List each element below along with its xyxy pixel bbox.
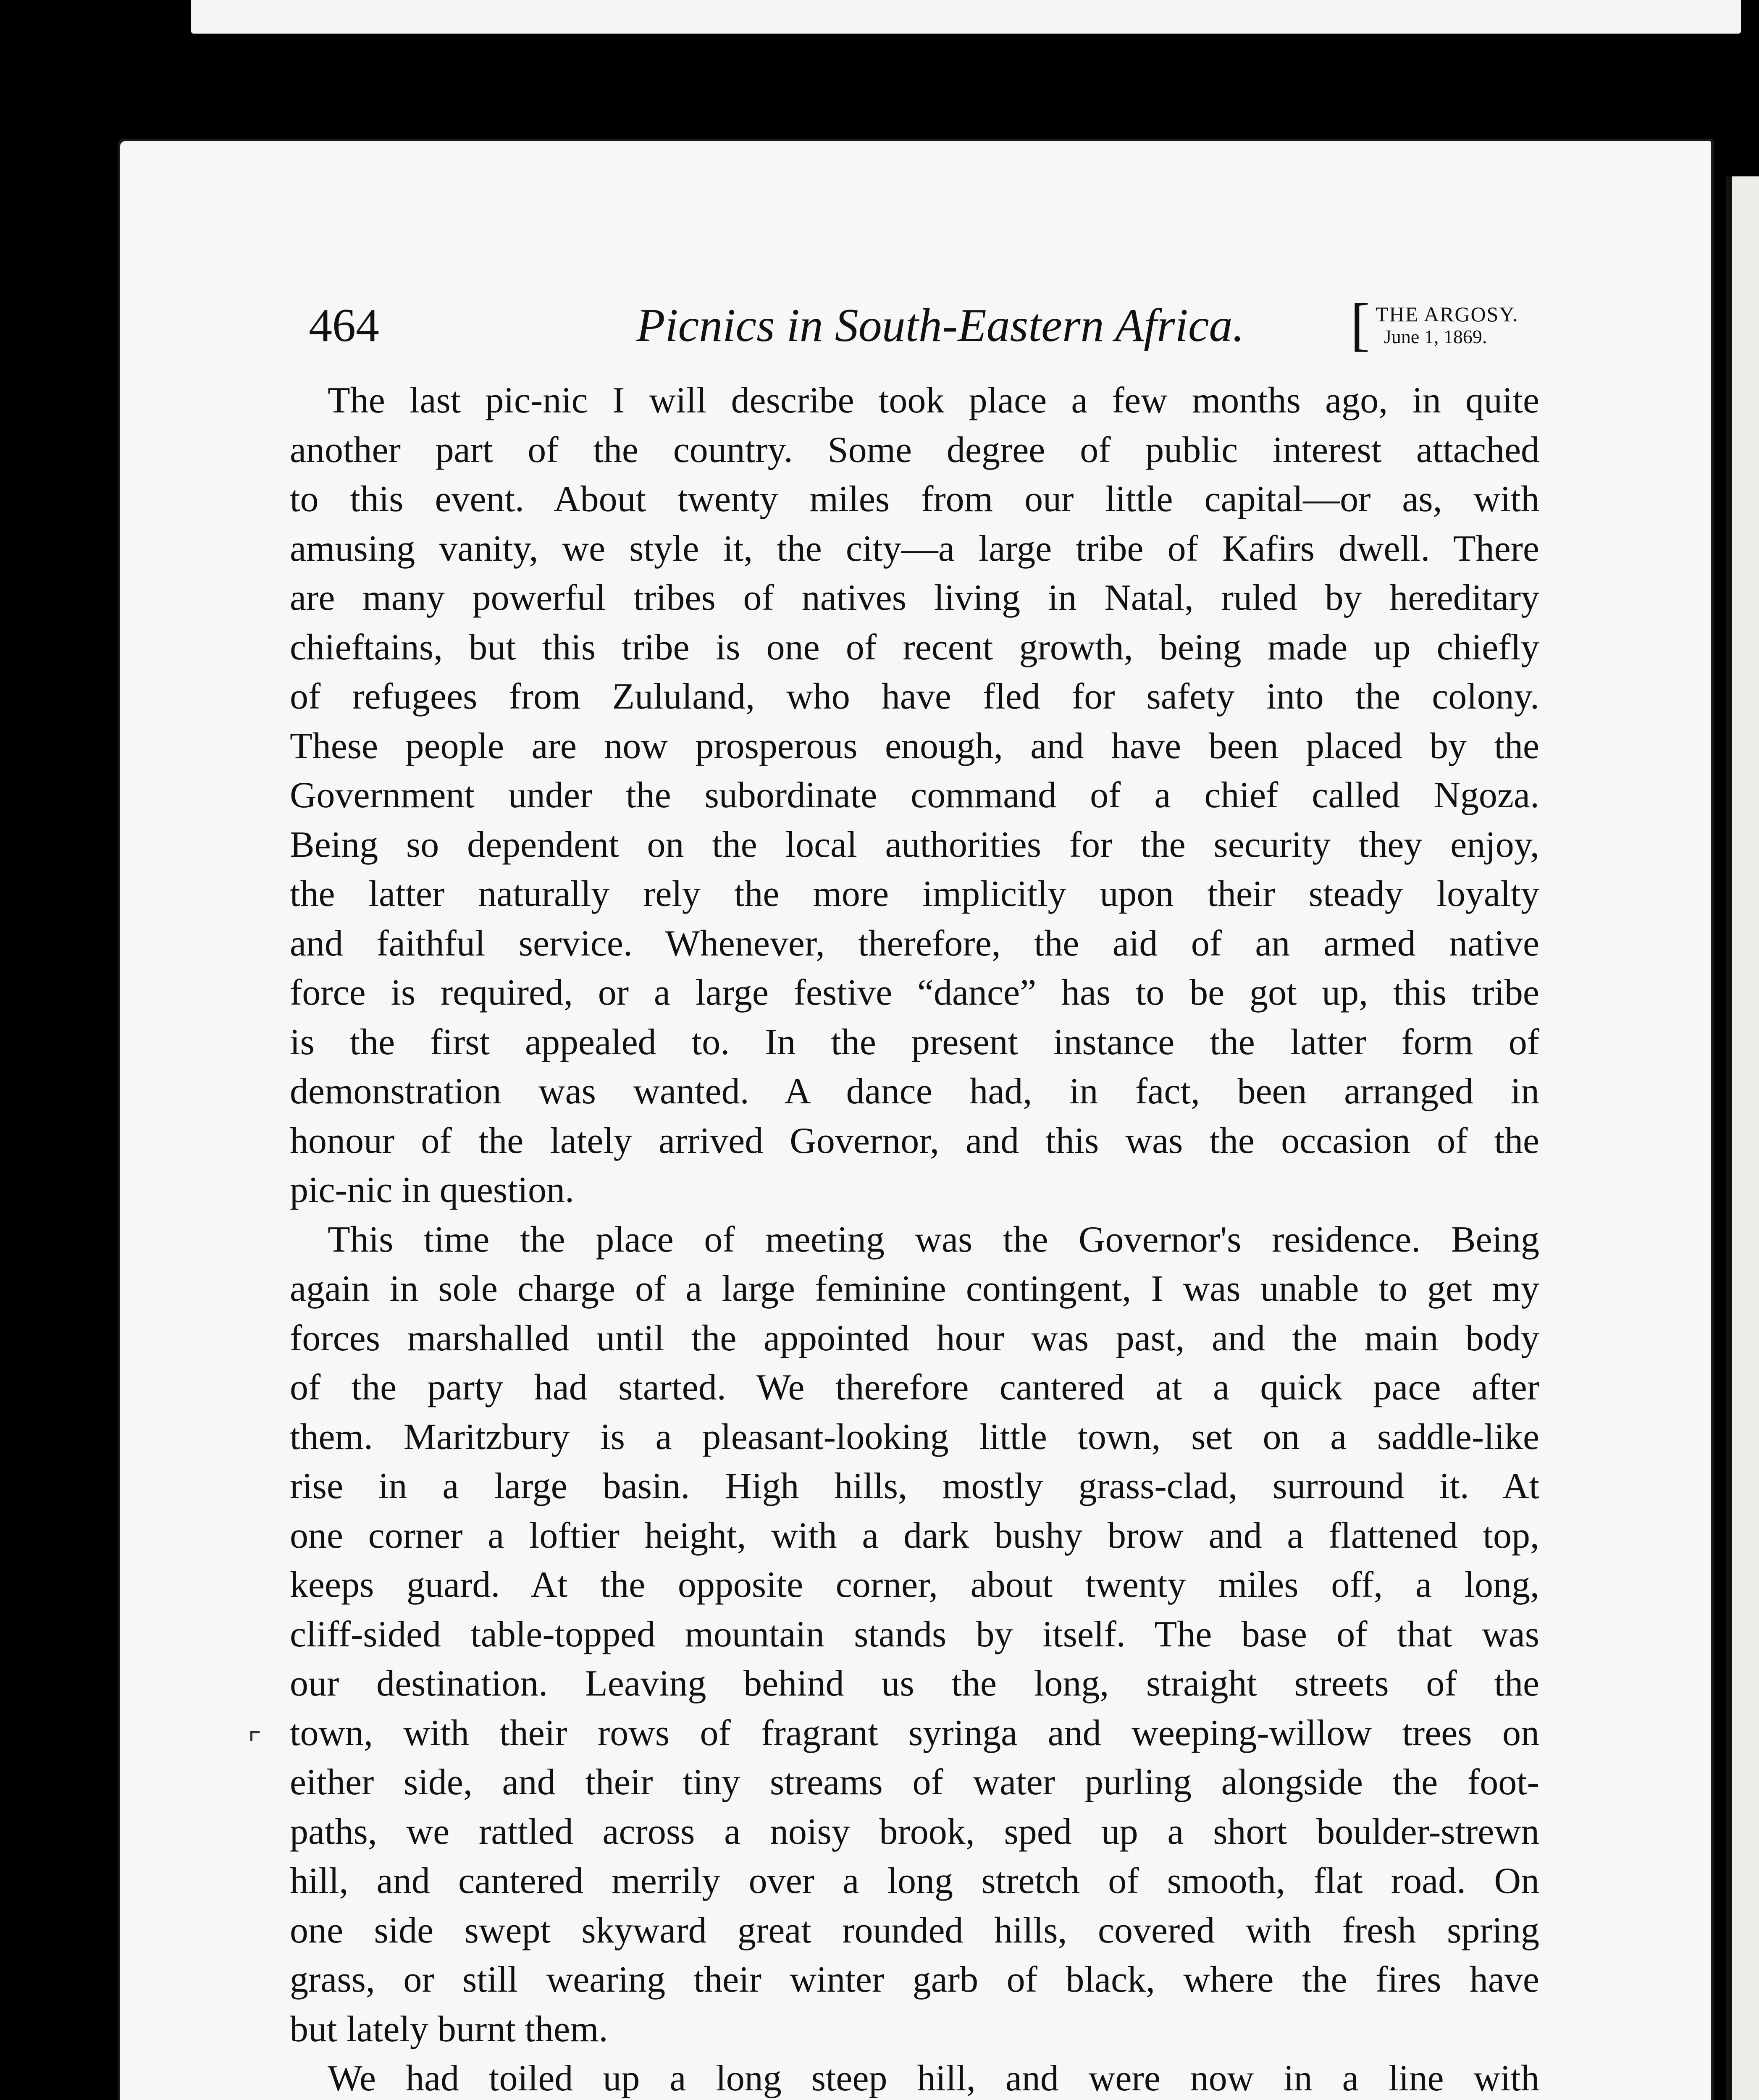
text-line: town, with their rows of fragrant syringa and weeping-willow trees on (290, 1712, 1539, 1754)
text-line: another part of the country. Some degree of public interest attached (290, 429, 1539, 470)
text-line: of refugees from Zululand, who have fled for safety into the colony. (290, 676, 1539, 717)
text-line: The last pic-nic I will describe took place a few months ago, in quite (328, 380, 1539, 421)
text-line: one corner a loftier height, with a dark bushy brow and a flattened top, (290, 1515, 1539, 1556)
paragraph (290, 2054, 1539, 2100)
text-line: Government under the subordinate command of a chief called Ngoza. (290, 775, 1539, 816)
source-citation (1350, 292, 1535, 357)
margin-pencil-mark: ⌜ (248, 1728, 262, 1760)
text-line: forces marshalled until the appointed hour was past, and the main body (290, 1318, 1539, 1359)
text-line: This time the place of meeting was the Governor's residence. Being (328, 1219, 1539, 1260)
text-line: either side, and their tiny streams of water purling alongside the foot- (290, 1762, 1539, 1803)
text-line: honour of the lately arrived Governor, and this was the occasion of the (290, 1120, 1539, 1161)
facing-page-edge (1726, 176, 1759, 2100)
text-line: cliff-sided table-topped mountain stands by itself. The base of that was (290, 1614, 1539, 1655)
text-line: These people are now prosperous enough, and have been placed by the (290, 725, 1539, 766)
text-line: are many powerful tribes of natives living in Natal, ruled by hereditary (290, 578, 1539, 618)
running-title: Picnics in South-Eastern Africa. (636, 299, 1244, 352)
page-header (309, 294, 1535, 357)
page-number: 464 (309, 299, 379, 352)
text-line: one side swept skyward great rounded hills, covered with fresh spring (290, 1910, 1539, 1951)
text-line: force is required, or a large festive “dance” has to be got up, this tribe (290, 972, 1539, 1013)
paragraph (290, 1215, 1539, 2054)
text-line: them. Maritzbury is a pleasant-looking little town, set on a saddle-like (290, 1416, 1539, 1457)
source-name: THE ARGOSY. (1376, 302, 1519, 326)
text-line: is the first appealed to. In the present instance the latter form of (290, 1021, 1539, 1063)
text-line: grass, or still wearing their winter garb of black, where the fires have (290, 1959, 1539, 2000)
text-line: Being so dependent on the local authorities for the security they enjoy, (290, 824, 1539, 865)
text-line: paths, we rattled across a noisy brook, sped up a short boulder-strewn (290, 1811, 1539, 1852)
body-text (290, 376, 1539, 2100)
text-line: chieftains, but this tribe is one of recent growth, being made up chiefly (290, 627, 1539, 668)
text-line: our destination. Leaving behind us the long, straight streets of the (290, 1663, 1539, 1704)
previous-page-edge (191, 0, 1741, 34)
paragraph (290, 376, 1539, 1215)
text-line: pic-nic in question. (290, 1170, 574, 1210)
text-line: keeps guard. At the opposite corner, about twenty miles off, a long, (290, 1564, 1539, 1605)
text-line: and faithful service. Whenever, therefore, the aid of an armed native (290, 923, 1539, 964)
text-line: again in sole charge of a large feminine contingent, I was unable to get my (290, 1268, 1539, 1309)
text-line: to this event. About twenty miles from our little capital—or as, with (290, 479, 1539, 520)
text-line: but lately burnt them. (290, 2008, 608, 2050)
bracket-glyph: [ (1350, 292, 1370, 357)
text-line: hill, and cantered merrily over a long stretch of smooth, flat road. On (290, 1861, 1539, 1901)
source-date: June 1, 1869. (1384, 326, 1487, 347)
text-line: amusing vanity, we style it, the city—a large tribe of Kafirs dwell. There (290, 528, 1539, 569)
text-line: We had toiled up a long steep hill, and were now in a line with (328, 2058, 1539, 2099)
text-line: the latter naturally rely the more implicitly upon their steady loyalty (290, 874, 1539, 914)
text-line: of the party had started. We therefore cantered at a quick pace after (290, 1367, 1539, 1408)
text-line: rise in a large basin. High hills, mostly grass-clad, surround it. At (290, 1466, 1539, 1507)
text-line: demonstration was wanted. A dance had, in fact, been arranged in (290, 1071, 1539, 1112)
